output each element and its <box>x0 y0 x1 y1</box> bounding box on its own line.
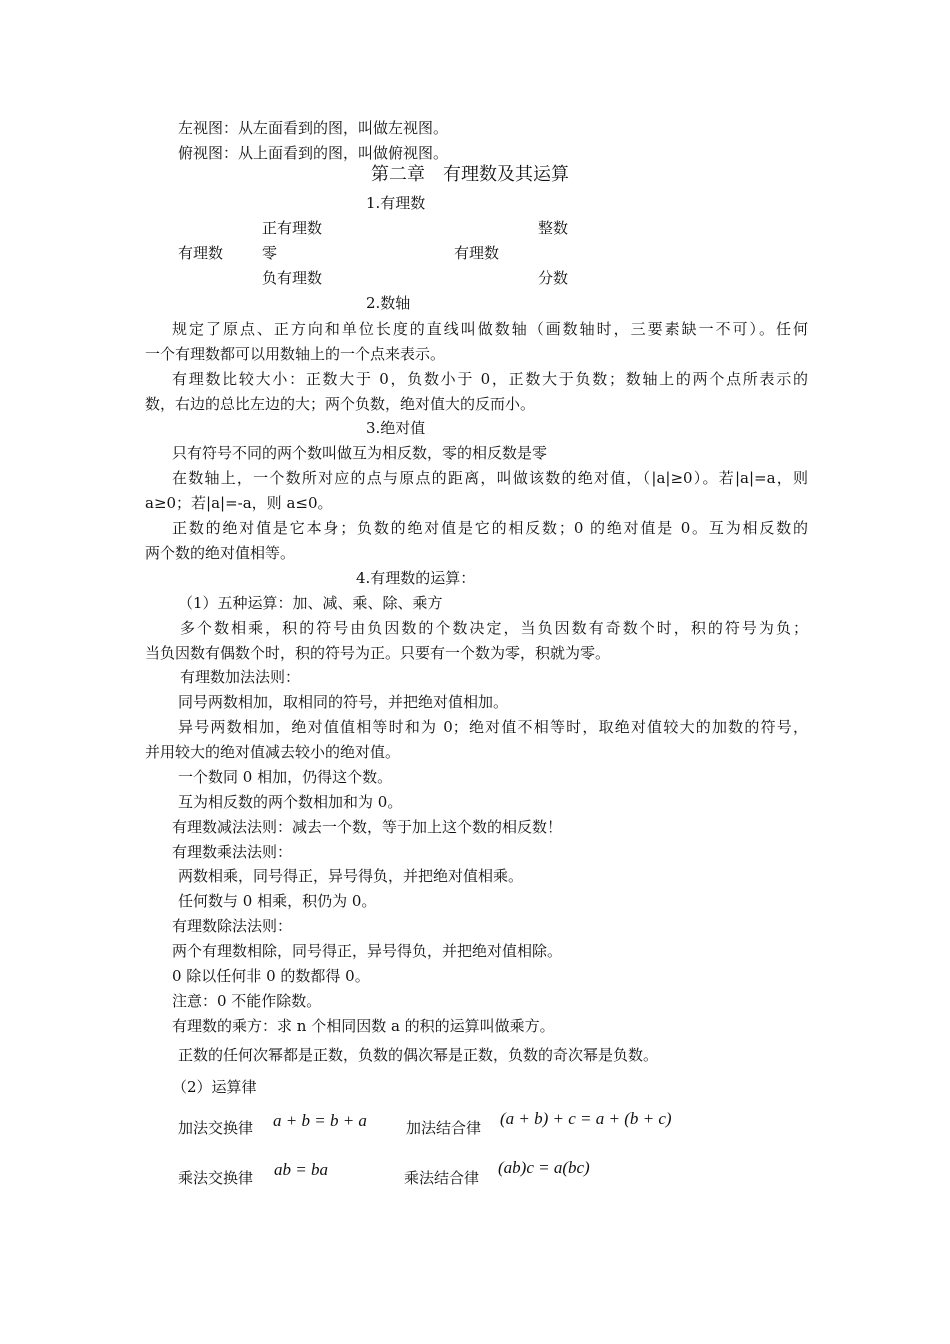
division-note: 注意：0 不能作除数。 <box>172 992 322 1010</box>
multiplication-rule-title: 有理数乘法法则： <box>172 843 293 861</box>
multiplication-associative-formula: (ab)c = a(bc) <box>498 1158 590 1177</box>
power-sign-rule: 正数的任何次幂都是正数，负数的偶次幂是正数，负数的奇次幂是负数。 <box>178 1046 659 1064</box>
multiplication-associative-label: 乘法结合律 <box>404 1169 480 1187</box>
classification-zero: 零 <box>262 244 278 262</box>
section-heading-absolute-value: 3.绝对值 <box>366 419 426 437</box>
section-heading-operations: 4.有理数的运算： <box>356 569 476 587</box>
addition-rule-different-sign-line2: 并用较大的绝对值减去较小的绝对值。 <box>145 743 401 761</box>
section-heading-rational: 1.有理数 <box>366 194 426 212</box>
number-line-definition-line2: 一个有理数都可以用数轴上的一个点来表示。 <box>145 345 446 363</box>
absolute-value-definition-line2: a≥0；若|a|=-a，则 a≤0。 <box>145 494 333 512</box>
power-definition: 有理数的乘方：求 n 个相同因数 a 的积的运算叫做乘方。 <box>172 1017 555 1035</box>
addition-rule-title: 有理数加法法则： <box>180 668 301 686</box>
top-view-definition: 俯视图：从上面看到的图，叫做俯视图。 <box>178 144 449 162</box>
chapter-title: 第二章 有理数及其运算 <box>371 164 569 185</box>
section-heading-number-line: 2.数轴 <box>366 294 411 312</box>
absolute-value-property-line1: 正数的绝对值是它本身；负数的绝对值是它的相反数；0 的绝对值是 0。互为相反数的 <box>172 519 808 537</box>
classification-negative: 负有理数 <box>262 269 323 287</box>
classification-rational-mid: 有理数 <box>454 244 500 262</box>
addition-associative-formula: (a + b) + c = a + (b + c) <box>500 1109 672 1128</box>
absolute-value-definition-line1: 在数轴上，一个数所对应的点与原点的距离，叫做该数的绝对值，（|a|≥0）。若|a|=a，则 <box>172 469 808 487</box>
addition-rule-same-sign: 同号两数相加，取相同的符号，并把绝对值相加。 <box>178 693 509 711</box>
multiplication-rule-sign: 两数相乘，同号得正，异号得负，并把绝对值相乘。 <box>178 867 524 885</box>
multiplication-sign-rule-line1: 多个数相乘，积的符号由负因数的个数决定，当负因数有奇数个时，积的符号为负； <box>180 619 808 637</box>
five-operations: （1）五种运算：加、减、乘、除、乘方 <box>178 594 443 612</box>
addition-commutative-label: 加法交换律 <box>178 1119 254 1137</box>
addition-associative-label: 加法结合律 <box>406 1119 482 1137</box>
multiplication-commutative-formula: ab = ba <box>274 1160 328 1179</box>
number-line-definition-line1: 规定了原点、正方向和单位长度的直线叫做数轴（画数轴时，三要素缺一不可）。任何 <box>172 320 808 338</box>
multiplication-sign-rule-line2: 当负因数有偶数个时，积的符号为正。只要有一个数为零，积就为零。 <box>145 644 611 662</box>
compare-rule-line1: 有理数比较大小：正数大于 0，负数小于 0，正数大于负数；数轴上的两个点所表示的 <box>172 370 808 388</box>
classification-rational-left: 有理数 <box>178 244 224 262</box>
addition-rule-opposites: 互为相反数的两个数相加和为 0。 <box>178 793 403 811</box>
classification-integer: 整数 <box>538 219 569 237</box>
addition-rule-different-sign-line1: 异号两数相加，绝对值值相等时和为 0；绝对值不相等时，取绝对值较大的加数的符号， <box>178 718 808 736</box>
operation-laws-heading: （2）运算律 <box>172 1078 257 1096</box>
multiplication-rule-zero: 任何数与 0 相乘，积仍为 0。 <box>178 892 377 910</box>
classification-positive: 正有理数 <box>262 219 323 237</box>
multiplication-commutative-label: 乘法交换律 <box>178 1169 254 1187</box>
addition-rule-zero: 一个数同 0 相加，仍得这个数。 <box>178 768 393 786</box>
division-rule-title: 有理数除法法则： <box>172 917 293 935</box>
compare-rule-line2: 数，右边的总比左边的大；两个负数，绝对值大的反而小。 <box>145 395 536 413</box>
opposite-number-definition: 只有符号不同的两个数叫做互为相反数，零的相反数是零 <box>172 444 548 462</box>
division-rule-zero: 0 除以任何非 0 的数都得 0。 <box>172 967 370 985</box>
addition-commutative-formula: a + b = b + a <box>273 1111 367 1130</box>
division-rule-sign: 两个有理数相除，同号得正，异号得负，并把绝对值相除。 <box>172 942 563 960</box>
absolute-value-property-line2: 两个数的绝对值相等。 <box>145 544 296 562</box>
classification-fraction: 分数 <box>538 269 569 287</box>
left-view-definition: 左视图：从左面看到的图，叫做左视图。 <box>178 119 449 137</box>
subtraction-rule: 有理数减法法则：减去一个数，等于加上这个数的相反数！ <box>172 818 563 836</box>
